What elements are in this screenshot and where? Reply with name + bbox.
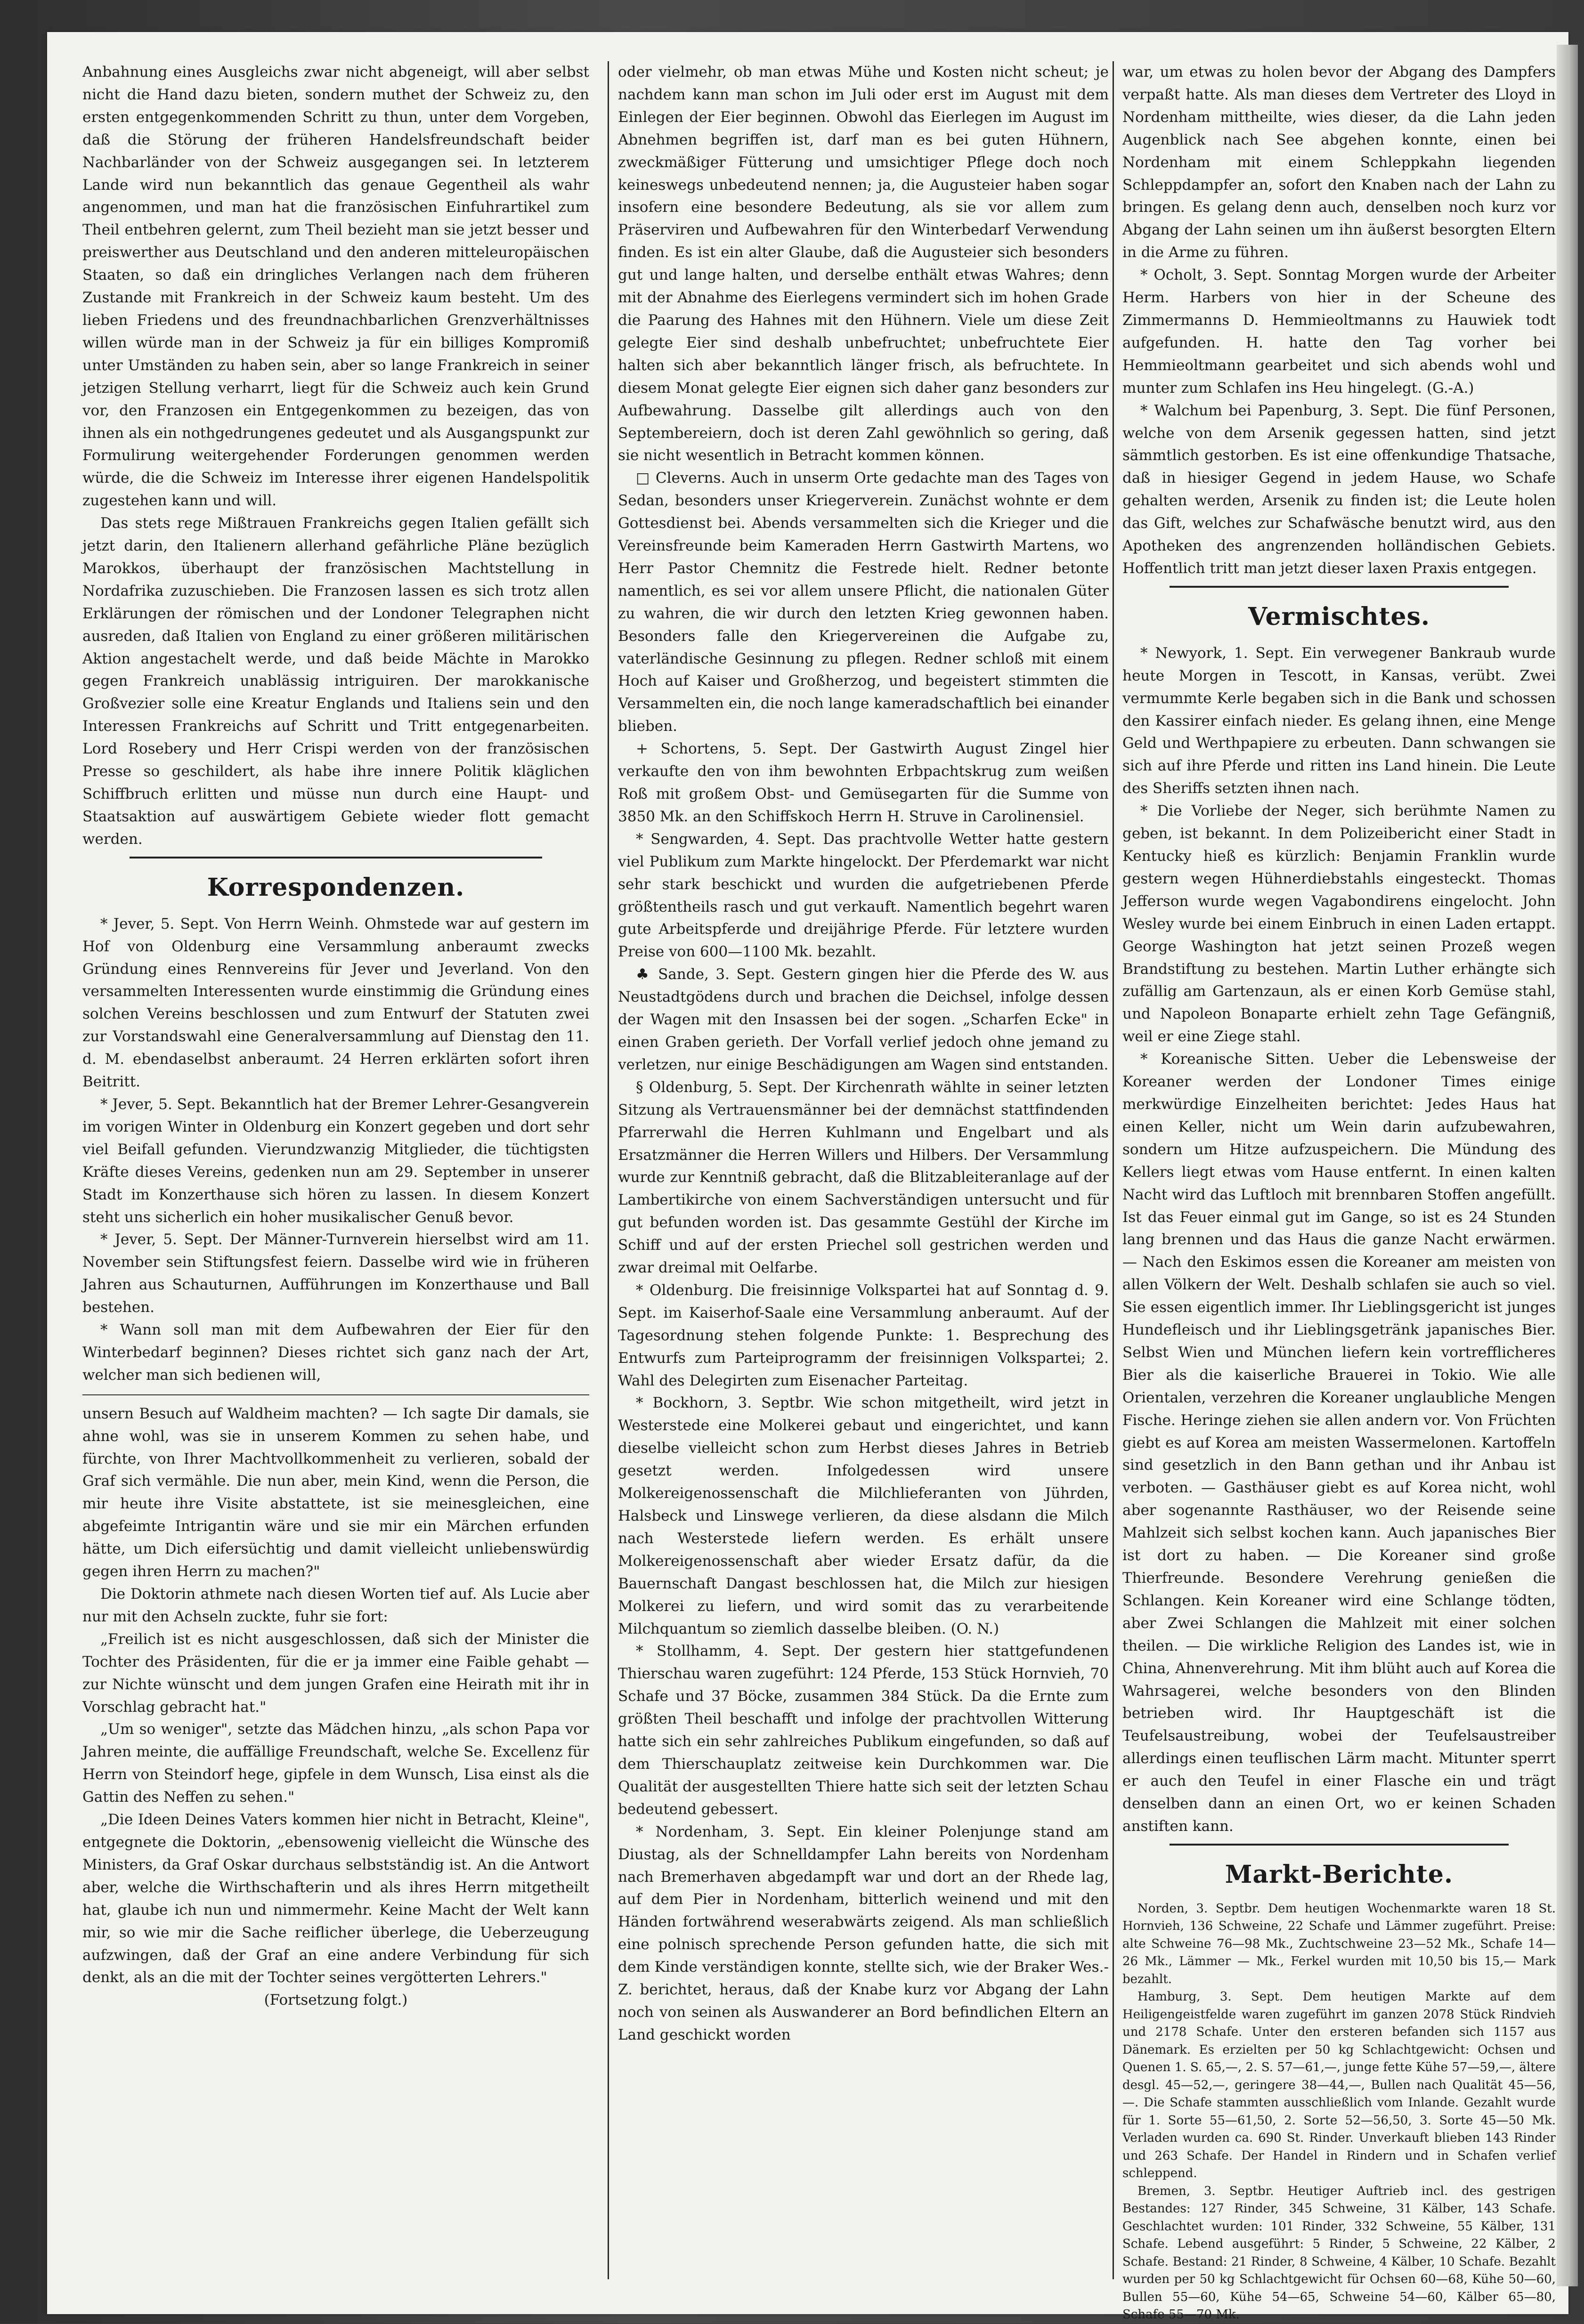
section-divider bbox=[1170, 586, 1509, 588]
news-item: * Newyork, 1. Sept. Ein verwegener Bankraub wurde heute Morgen in Tescott, in Kansas, verübt. Zwei vermummte Kerle begaben sich in die Bank und schossen den Kassirer einfach nieder. Es gelang ihnen, eine Menge Geld und Werthpapiere zu erbeuten. Dann schwangen sie sich auf ihre Pferde und ritten ins Land hinein. Die Leute des Sheriffs setzten ihnen nach. bbox=[1122, 644, 1556, 797]
market-report: Hamburg, 3. Sept. Dem heutigen Markte auf dem Heiligengeistfelde waren zugeführt im ganzen 2078 Stück Rindvieh und 2178 Schafe. Unter den ersteren befanden sich 1157 aus Dänemark. Es erzielten per 50 kg Schlachtgewicht: Ochsen und Quenen 1. S. 65,—, 2. S. 57—61,—, junge fette Kühe 57—59,—, ältere desgl. 45—52,—, geringere 38—44,—, Bullen nach Qualität 45—56,—. Die Schafe stammten ausschließlich vom Inlande. Gezahlt wurde für 1. Sorte 55—61,50, 2. Sorte 52—56,50, 3. Sorte 45—50 Mk. Verladen wurden ca. 690 St. Rinder. Unverkauft blieben 143 Rinder und 263 Schafe. Der Handel in Rindern und in Schafen verlief schleppend. bbox=[1122, 1990, 1556, 2181]
news-item: * Die Vorliebe der Neger, sich berühmte Namen zu geben, ist bekannt. In dem Polizeibericht einer Stadt in Kentucky hieß es kürzlich: Benjamin Franklin wurde gestern wegen Hühnerdiebstahls eingesteckt. Thomas Jefferson wurde wegen Vagabondirens eingelocht. John Wesley wurde bei einem Einbruch in einen Laden ertappt. George Washington hat jetzt seinen Prozeß wegen Brandstiftung zu bestehen. Martin Luther erhängte sich zufällig am Gartenzaun, als er einen Korb Gemüse stahl, und Napoleon Bonaparte erhielt zehn Tage Gefängniß, weil er eine Ziege stahl. bbox=[1122, 802, 1556, 1045]
serial-story-text: unsern Besuch auf Waldheim machten? — Ich sagte Dir damals, sie ahne wohl, was sie in unserem Kommen zu sehen habe, und fürchte, von Ihrer Machtvollkommenheit zu verlieren, sobald der Graf sich vermähle. Die nun aber, mein Kind, wenn die Person, die mir heute ihre Visite abstattete, ist sie meinesgleichen, eine abgefeimte Intrigantin wäre und sie mir ein Märchen erfunden hätte, um Dich eifersüchtig und damit vielleicht unliebenswürdig gegen ihren Herrn zu machen?" bbox=[82, 1405, 589, 1580]
article-text: Anbahnung eines Ausgleichs zwar nicht abgeneigt, will aber selbst nicht die Hand dazu bieten, sondern muthet der Schweiz zu, den ersten entgegenkommenden Schritt zu thun, unter dem Vorgeben, daß die Störung der früheren Handelsfreundschaft beider Nachbarländer von der Schweiz ausgegangen sei. In letzterem Lande wird nun bekanntlich das genaue Gegentheil als wahr angenommen, und man hat die französischen Einfuhrartikel zum Theil entbehren gelernt, zum Theil bezieht man sie jetzt besser und preiswerther aus Deutschland und den anderen mitteleuropäischen Staaten, so daß ein dringliches Verlangen nach dem früheren Zustande mit Frankreich in der Schweiz kaum besteht. Um des lieben Friedens und des freundnachbarlichen Grenzverhältnisses willen würde man in der Schweiz ja für ein billiges Kompromiß unter Umständen zu haben sein, aber so lange Frankreich in seiner jetzigen Stellung verharrt, liegt für die Schweiz auch kein Grund vor, den Franzosen ein Entgegenkommen zu bezeigen, das von ihnen als ein nothgedrungenes gedeutet und als Ausgangspunkt zur Formulirung weitergehender Forderungen genommen werden würde, die die Schweiz im Interesse ihrer eigenen Handelspolitik zugestehen kann und will. bbox=[82, 64, 589, 510]
news-item: * Walchum bei Papenburg, 3. Sept. Die fünf Personen, welche von dem Arsenik gegessen hatten, sind jetzt sämmtlich gestorben. Es ist eine offenkundige Thatsache, daß in hiesiger Gegend in jedem Hause, wo Schafe gehalten werden, Arsenik zu finden ist; die Leute holen das Gift, welches zur Schafwäsche benutzt wird, aus den Apotheken des angrenzenden holländischen Gebiets. Hoffentlich tritt man jetzt dieser laxen Praxis entgegen. bbox=[1122, 402, 1556, 577]
serial-story-text: „Die Ideen Deines Vaters kommen hier nicht in Betracht, Kleine", entgegnete die Doktorin, „ebensowenig vielleicht die Wünsche des Ministers, da Graf Oskar durchaus selbstständig ist. An die Antwort aber, welche die Wirthschafterin und als ihres Herrn mitgetheilt hat, glaube ich nun und nimmermehr. Keine Macht der Welt kann mir, so wie mir die Sache reiflicher überlege, die Ueberzeugung aufzwingen, daß der Graf an eine andere Verbindung für sich denkt, als an die mit der Tochter seines vergötterten Lehrers." bbox=[82, 1811, 589, 1986]
feuilleton-divider bbox=[82, 1394, 589, 1395]
news-item: * Jever, 5. Sept. Von Herrn Weinh. Ohmstede war auf gestern im Hof von Oldenburg eine Versammlung anberaumt zwecks Gründung eines Rennvereins für Jever und Jeverland. Von den versammelten Interessenten wurde einstimmig die Gründung eines solchen Vereins beschlossen und zum Entwurf der Statuten zwei zur Vorstandswahl eine Generalversammlung auf Dienstag den 11. d. M. ebendaselbst anberaumt. 24 Herren erklärten sofort ihren Beitritt. bbox=[82, 915, 589, 1091]
market-report: Bremen, 3. Septbr. Heutiger Auftrieb incl. des gestrigen Bestandes: 127 Rinder, 345 Schweine, 31 Kälber, 143 Schafe. Geschlachtet wurden: 101 Rinder, 332 Schweine, 55 Kälber, 131 Schafe. Lebend ausgeführt: 5 Rinder, 5 Schweine, 22 Kälber, 2 Schafe. Bestand: 21 Rinder, 8 Schweine, 4 Kälber, 10 Schafe. Bezahlt wurden per 50 kg Schlachtgewicht für Ochsen 60—68, Kühe 50—60, Bullen 55—60, Kühe 54—65, Schweine 54—60, Kälber 65—80, Schafe 55—70 Mk. bbox=[1122, 2184, 1556, 2322]
section-divider bbox=[1170, 1844, 1509, 1846]
news-item: war, um etwas zu holen bevor der Abgang des Dampfers verpaßt hatte. Als man dieses dem Vertreter des Lloyd in Nordenham mittheilte, wies dieser, da die Lahn jeden Augenblick nach See abgehen konnte, einen bei Nordenham mit einem Schleppkahn liegenden Schleppdampfer an, sofort den Knaben nach der Lahn zu bringen. Es gelang denn auch, denselben noch kurz vor Abgang der Lahn seinen um ihn äußerst besorgten Eltern in die Arme zu führen. bbox=[1122, 64, 1556, 261]
news-item: ♣ Sande, 3. Sept. Gestern gingen hier die Pferde des W. aus Neustadtgödens durch und brachen die Deichsel, infolge dessen der Wagen mit den Insassen bei der sogen. „Scharfen Ecke" in einen Graben gerieth. Der Vorfall verlief jedoch ohne jemand zu verletzen, nur einige Beschädigungen am Wagen sind entstanden. bbox=[618, 966, 1109, 1073]
column-1 bbox=[82, 61, 589, 2012]
column-2 bbox=[618, 61, 1109, 2047]
serial-story-text: „Um so weniger", setzte das Mädchen hinzu, „als schon Papa vor Jahren meinte, die auffällige Freundschaft, welche Se. Excellenz für Herrn von Steindorf hege, gipfele in dem Wunsch, Lisa einst als die Gattin des Neffen zu sehen." bbox=[82, 1721, 589, 1806]
news-item: * Sengwarden, 4. Sept. Das prachtvolle Wetter hatte gestern viel Publikum zum Markte hingelockt. Der Pferdemarkt war nicht sehr stark beschickt und wurden die aufgetriebenen Pferde größtentheils rasch und gut verkauft. Namentlich begehrt waren gute Arbeitspferde und dreijährige Pferde. Für letztere wurden Preise von 600—1100 Mk. bezahlt. bbox=[618, 830, 1109, 961]
news-item: □ Cleverns. Auch in unserm Orte gedachte man des Tages von Sedan, besonders unser Kriegerverein. Zunächst wohnte er dem Gottesdienst bei. Abends versammelten sich die Krieger und die Vereinsfreunde beim Kameraden Herrn Gastwirth Martens, wo Herr Pastor Chemnitz die Festrede hielt. Redner betonte namentlich, es sei vor allem unsere Pflicht, die nationalen Güter zu wahren, die wir durch den letzten Krieg gewonnen haben. Besonders falle den Kriegervereinen die Aufgabe zu, vaterländische Gesinnung zu pflegen. Redner schloß mit einem Hoch auf Kaiser und Großherzog, und begeistert stimmten die Versammelten ein, die noch lange kameradschaftlich bei einander blieben. bbox=[618, 470, 1109, 735]
market-reports bbox=[1122, 1900, 1556, 2324]
news-item: + Schortens, 5. Sept. Der Gastwirth August Zingel hier verkaufte den von ihm bewohnten Erbpachtskrug zum weißen Roß mit großem Obst- und Gemüsegarten für die Summe von 3850 Mk. an den Schiffskoch Herrn H. Struve in Carolinensiel. bbox=[618, 740, 1109, 825]
section-heading: Korrespondenzen. bbox=[207, 873, 465, 902]
section-divider bbox=[130, 857, 542, 858]
section-heading: Markt-Berichte. bbox=[1225, 1860, 1454, 1889]
page-edge bbox=[1557, 45, 1578, 2286]
continuation-note: (Fortsetzung folgt.) bbox=[264, 1992, 408, 2009]
news-item: * Ocholt, 3. Sept. Sonntag Morgen wurde der Arbeiter Herm. Harbers von hier in der Scheune des Zimmermanns D. Hemmieoltmanns zu Hauwiek todt aufgefunden. H. hatte den Tag vorher bei Hemmieoltmann gearbeitet und sich abends wohl und munter zum Schlafen ins Heu hingelegt. (G.-A.) bbox=[1122, 267, 1556, 397]
news-item: * Nordenham, 3. Sept. Ein kleiner Polenjunge stand am Diustag, als der Schnelldampfer Lahn bereits von Nordenham nach Bremerhaven abgedampft war und dort an der Rhede lag, auf dem Pier in Nordenham, bitterlich weinend und mit den Händen fortwährend weserabwärts zeigend. Als man schließlich eine polnisch sprechende Person gefunden hatte, die sich mit dem Kinde verständigen konnte, stellte sich, wie der Braker Wes.-Z. berichtet, heraus, daß der Knabe kurz vor Abgang der Lahn noch von seinen als Auswanderer an Bord befindlichen Eltern an Land geschickt worden bbox=[618, 1823, 1109, 2043]
serial-story-text: Die Doktorin athmete nach diesen Worten tief auf. Als Lucie aber nur mit den Achseln zuckte, fuhr sie fort: bbox=[82, 1586, 589, 1625]
article-text: Das stets rege Mißtrauen Frankreichs gegen Italien gefällt sich jetzt darin, den Italienern allerhand gefährliche Pläne bezüglich Marokkos, überhaupt der französischen Machtstellung in Nordafrika zuzuschieben. Die Franzosen lassen es sich trotz allen Erklärungen der römischen und der Londoner Telegraphen nicht ausreden, daß Italien von England zu einer größeren militärischen Aktion angestachelt werde, und daß beide Mächte in Marokko gegen Frankreich unablässig intriguiren. Der marokkanische Großvezier solle eine Kreatur Englands und Italiens sein und den Interessen Frankreichs auf Schritt und Tritt entgegenarbeiten. Lord Rosebery und Herr Crispi werden von der französischen Presse so geschildert, als habe ihre innere Politik kläglichen Schiffbruch erlitten und müsse nun durch eine Haupt- und Staatsaktion auf auswärtigem Gebiete wieder flott gemacht werden. bbox=[82, 515, 589, 848]
market-report: Norden, 3. Septbr. Dem heutigen Wochenmarkte waren 18 St. Hornvieh, 136 Schweine, 22 Schafe und Lämmer zugeführt. Preise: alte Schweine 76—98 Mk., Zuchtschweine 23—52 Mk., Schafe 14—26 Mk., Lämmer — Mk., Ferkel wurden mit 10,50 bis 15,— Mark bezahlt. bbox=[1122, 1901, 1556, 1986]
news-item: * Stollhamm, 4. Sept. Der gestern hier stattgefundenen Thierschau waren zugeführt: 124 Pferde, 153 Stück Hornvieh, 70 Schafe und 37 Böcke, zusammen 384 Stück. Da die Ernte zum größten Theil beschafft und infolge der prachtvollen Witterung hatte sich ein sehr zahlreiches Publikum eingefunden, so daß auf dem Thierschauplatz zeitweise kein Durchkommen war. Die Qualität der ausgestellten Thiere hatte sich seit der letzten Schau bedeutend gebessert. bbox=[618, 1643, 1109, 1818]
column-rule-left bbox=[608, 61, 609, 2279]
column-3 bbox=[1122, 61, 1556, 2324]
news-item: * Koreanische Sitten. Ueber die Lebensweise der Koreaner werden der Londoner Times einige merkwürdige Einzelheiten berichtet: Jedes Haus hat einen Keller, nicht um Wein darin aufzubewahren, sondern um Hitze aufzuspeichern. Die Mündung des Kellers liegt etwas vom Hause entfernt. In einen kalten Nacht wird das Luftloch mit brennbaren Stoffen angefüllt. Ist das Feuer einmal gut im Gange, so ist es 24 Stunden lang brennen und das Haus die ganze Nacht erwärmen. — Nach den Eskimos essen die Koreaner am meisten von allen Völkern der Welt. Deshalb schlafen sie auch so viel. Sie essen eigentlich immer. Ihr Lieblingsgericht ist junges Hundefleisch und ihr Lieblingsgetränk japanisches Bier. Selbst Wien und München liefern kein vortrefflicheres Bier als die kaiserliche Brauerei in Tokio. Wie alle Orientalen, verzehren die Koreaner unglaubliche Mengen Fische. Heringe ziehen sie allen andern vor. Von Früchten giebt es auf Korea am meisten Wassermelonen. Kartoffeln sind gesetzlich in den Bann gethan und ihr Anbau ist verboten. — Gasthäuser giebt es auf Korea nicht, wohl aber sogenannte Rasthäuser, wo der Reisende seine Mahlzeit sich selbst kochen kann. Auch japanisches Bier ist dort zu haben. — Die Koreaner sind große Thierfreunde. Besondere Verehrung genießen die Schlangen. Kein Koreaner wird eine Schlange tödten, aber Zwei Schlangen die Mahlzeit mit einer solchen theilen. — Die wirkliche Religion des Landes ist, wie in China, Ahnenverehrung. Mit ihm blüht auch auf Korea die Wahrsagerei, welche besonders von den Blinden betrieben wird. Ihr Hauptgeschäft ist die Teufelsaustreibung, wobei der Teufelsaustreiber allerdings einen teuflischen Lärm macht. Mitunter sperrt er auch den Teufel in einer Flasche ein und trägt denselben dann an einen Ort, wo er keinen Schaden anstiften kann. bbox=[1122, 1051, 1556, 1835]
news-item: § Oldenburg, 5. Sept. Der Kirchenrath wählte in seiner letzten Sitzung als Vertrauensmänner bei der demnächst stattfindenden Pfarrerwahl die Herren Kuhlmann und Engelbart und als Ersatzmänner die Herren Willers und Hilbers. Der Versammlung wurde zur Kenntniß gebracht, daß die Blitzableiteranlage auf der Lambertikirche von einem Sachverständigen untersucht und für gut befunden worden ist. Das gesammte Gestühl der Kirche im Schiff und auf der ersten Priechel soll gestrichen werden und zwar dreimal mit Oelfarbe. bbox=[618, 1078, 1109, 1277]
news-item: oder vielmehr, ob man etwas Mühe und Kosten nicht scheut; je nachdem kann man schon im Juli oder erst im August mit dem Einlegen der Eier beginnen. Obwohl das Eierlegen im August im Abnehmen begriffen ist, darf man es bei guten Hühnern, zweckmäßiger Fütterung und umsichtiger Pflege doch noch keineswegs unbedeutend nennen; ja, die Augusteier haben sogar insofern eine besondere Bedeutung, als sie vor allem zum Präserviren und Aufbewahren für den Winterbedarf Verwendung finden. Es ist ein alter Glaube, daß die Augusteier sich besonders gut und lange halten, und derselbe enthält etwas Wahres; denn mit der Abnahme des Eierlegens vermindert sich im hohen Grade die Paarung des Hahnes mit den Hühnern. Viele um diese Zeit gelegte Eier sind deshalb unbefruchtet; unbefruchtete Eier halten sich aber bekanntlich länger frisch, als befruchtete. In diesem Monat gelegte Eier eignen sich daher ganz besonders zur Aufbewahrung. Dasselbe gilt allerdings auch von den Septembereiern, doch ist deren Zahl gewöhnlich so gering, daß sie nicht wesentlich in Betracht kommen können. bbox=[618, 64, 1109, 464]
news-item: * Oldenburg. Die freisinnige Volkspartei hat auf Sonntag d. 9. Sept. im Kaiserhof-Saale eine Versammlung anberaumt. Auf der Tagesordnung stehen folgende Punkte: 1. Besprechung des Entwurfs zum Parteiprogramm der freisinnigen Volkspartei; 2. Wahl des Delegirten zum Eisenacher Parteitag. bbox=[618, 1281, 1109, 1389]
news-item: * Wann soll man mit dem Aufbewahren der Eier für den Winterbedarf beginnen? Dieses richtet sich ganz nach der Art, welcher man sich bedienen will, bbox=[82, 1321, 589, 1384]
column-rule-right bbox=[1113, 61, 1114, 2279]
serial-story-text: „Freilich ist es nicht ausgeschlossen, daß sich der Minister die Tochter des Präsidenten, für die er ja immer eine Faible gehabt — zur Nichte wünscht und dem jungen Grafen eine Heirath mit ihr in Vorschlag gebracht hat." bbox=[82, 1630, 589, 1716]
section-heading: Vermischtes. bbox=[1248, 602, 1430, 631]
news-item: * Jever, 5. Sept. Der Männer-Turnverein hierselbst wird am 11. November sein Stiftungsfest feiern. Dasselbe wird wie in früheren Jahren aus Schauturnen, Aufführungen im Konzerthause und Ball bestehen. bbox=[82, 1231, 589, 1316]
news-item: * Bockhorn, 3. Septbr. Wie schon mitgetheilt, wird jetzt in Westerstede eine Molkerei gebaut und eingerichtet, und kann dieselbe vielleicht schon zum Herbst dieses Jahres in Betrieb gesetzt werden. Infolgedessen wird unsere Molkereigenossenschaft die Milchlieferanten von Jührden, Halsbeck und Linswege verlieren, da diese alsdann die Milch nach Westerstede liefern werden. Es erhält unsere Molkereigenossenschaft aber wieder Ersatz dafür, da die Bauernschaft Dangast beschlossen hat, die Milch zur hiesigen Molkerei zu liefern, und wird somit das zu verarbeitende Milchquantum so ziemlich dasselbe bleiben. (O. N.) bbox=[618, 1394, 1109, 1637]
news-item: * Jever, 5. Sept. Bekanntlich hat der Bremer Lehrer-Gesangverein im vorigen Winter in Oldenburg ein Konzert gegeben und dort sehr viel Beifall gefunden. Vierundzwanzig Mitglieder, die tüchtigsten Kräfte dieses Vereins, gedenken nun am 29. September in unserer Stadt im Konzerthause sich hören zu lassen. In diesem Konzert steht uns sicherlich ein hoher musikalischer Genuß bevor. bbox=[82, 1095, 589, 1226]
